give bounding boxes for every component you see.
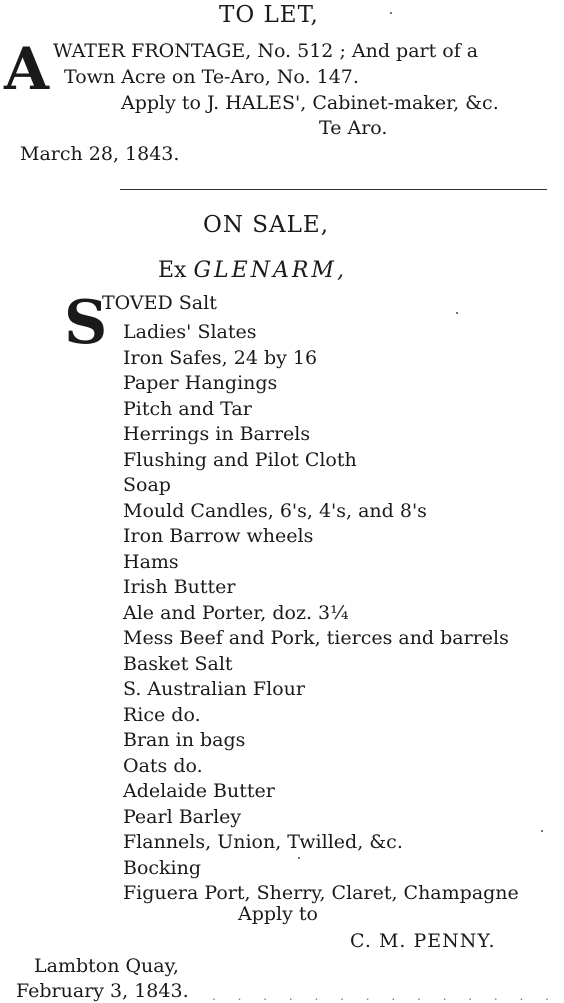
on-sale-dropcap: S — [64, 288, 108, 358]
on-sale-heading: ON SALE, — [203, 212, 330, 238]
list-item: Bocking — [123, 856, 202, 879]
list-item: Herrings in Barrels — [123, 423, 311, 445]
goods-list — [123, 320, 519, 907]
list-item: Mould Candles, 6's, 4's, and 8's — [123, 499, 427, 522]
list-item: S. Australian Flour — [123, 678, 305, 700]
apply-to-label: Apply to — [238, 903, 318, 925]
to-let-heading: TO LET, — [219, 2, 319, 28]
list-item: Rice do. — [123, 703, 201, 726]
ship-name: GLENARM, — [193, 258, 347, 283]
list-item: Paper Hangings — [123, 372, 278, 394]
list-item: Basket Salt — [123, 652, 233, 675]
print-specks-row: . . . . . . . . . . . . . . — [212, 989, 558, 1003]
list-item: Oats do. — [123, 754, 203, 777]
to-let-line-2: Town Acre on Te-Aro, No. 147. — [64, 66, 359, 88]
list-item: Adelaide Butter — [123, 780, 275, 802]
list-item: Ale and Porter, doz. 3¼ — [123, 601, 349, 624]
list-item: Soap — [123, 474, 171, 496]
to-let-apply-line: Apply to J. HALES', Cabinet-maker, &c. — [121, 92, 499, 114]
list-item: Pitch and Tar — [123, 397, 252, 420]
section-divider — [120, 189, 547, 190]
ex-ship-line — [158, 260, 347, 282]
sale-date: February 3, 1843. — [16, 980, 189, 1002]
to-let-location: Te Aro. — [319, 117, 388, 139]
print-speck — [541, 830, 543, 832]
list-item: Irish Butter — [123, 576, 236, 598]
first-item-rest: TOVED Salt — [102, 292, 217, 314]
merchant-name: C. M. PENNY. — [350, 930, 496, 952]
list-item: Ladies' Slates — [123, 321, 257, 343]
ex-prefix: Ex — [158, 258, 187, 283]
list-item: Bran in bags — [123, 729, 246, 751]
sale-location: Lambton Quay, — [34, 955, 179, 977]
list-item: Hams — [123, 550, 179, 573]
list-item: Flannels, Union, Twilled, &c. — [123, 831, 403, 853]
to-let-date: March 28, 1843. — [20, 143, 180, 165]
list-item: Iron Barrow wheels — [123, 525, 314, 547]
print-speck — [390, 12, 392, 14]
print-speck — [456, 312, 458, 314]
list-item: Iron Safes, 24 by 16 — [123, 346, 318, 369]
list-item: Figuera Port, Sherry, Claret, Champagne — [123, 882, 519, 904]
print-speck — [298, 857, 300, 859]
list-item: Mess Beef and Pork, tierces and barrels — [123, 627, 509, 649]
to-let-dropcap: A — [4, 35, 50, 103]
to-let-line-1: WATER FRONTAGE, No. 512 ; And part of a — [53, 40, 479, 62]
list-item: Pearl Barley — [123, 805, 242, 828]
list-item: Flushing and Pilot Cloth — [123, 448, 357, 471]
